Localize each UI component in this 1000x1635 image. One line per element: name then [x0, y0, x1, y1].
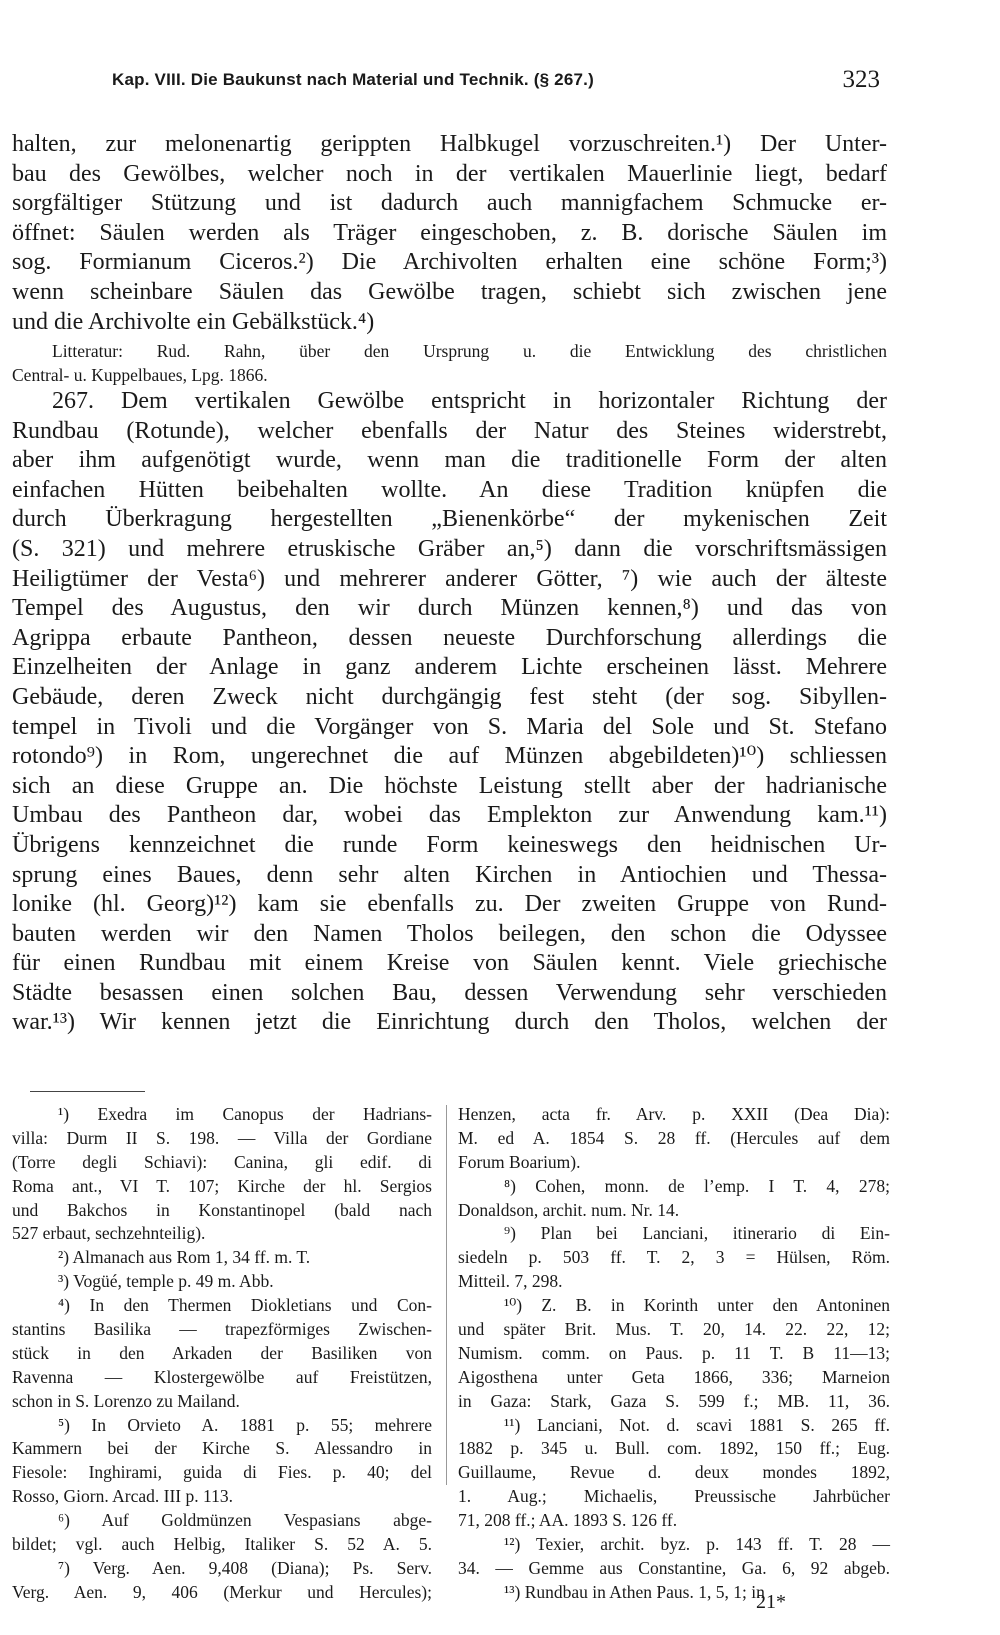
footnote-line: Guillaume, Revue d. deux mondes 1892,: [458, 1462, 890, 1483]
text-line: sich an diese Gruppe an. Die höchste Leistung stellt aber der hadrianische: [12, 772, 887, 799]
footnote-line: villa: Durm II S. 198. — Villa der Gordiane: [12, 1127, 432, 1148]
text-line: Rundbau (Rotunde), welcher ebenfalls der Natur des Steines widerstrebt,: [12, 417, 887, 444]
text-line: Gebäude, deren Zweck nicht durchgängig fest steht (der sog. Sibyllen-: [12, 683, 887, 710]
paragraph-continuation: [12, 130, 887, 337]
footnotes-right-column: [458, 1103, 890, 1605]
footnote-line: Aigosthena unter Geta 1866, 336; Marneion: [458, 1366, 890, 1387]
text-line: Tempel des Augustus, den wir durch Münzen kennen,⁸) und das von: [12, 595, 887, 622]
footnote-line: 34. — Gemme aus Constantine, Ga. 6, 92 abgeb.: [458, 1557, 890, 1578]
text-line: halten, zur melonenartig gerippten Halbkugel vorzuschreiten.¹) Der Unter-: [12, 131, 887, 157]
footnote-line: Roma ant., VI T. 107; Kirche der hl. Sergios: [12, 1175, 432, 1196]
footnote-line: Donaldson, archit. num. Nr. 14.: [458, 1199, 680, 1220]
footnote-line: 71, 208 ff.; AA. 1893 S. 126 ff.: [458, 1510, 678, 1531]
literature-line: Central- u. Kuppelbaues, Lpg. 1866.: [12, 365, 268, 385]
footnote-line: Henzen, acta fr. Arv. p. XXII (Dea Dia):: [458, 1104, 890, 1124]
text-line: sorgfältiger Stützung und ist dadurch auch mannigfachem Schmucke er-: [12, 190, 887, 217]
text-line: sprung eines Baues, denn sehr alten Kirchen in Antiochien und Thessa-: [12, 861, 887, 888]
footnote-line: Ravenna — Klostergewölbe auf Freistützen,: [12, 1366, 432, 1387]
footnote-line: schon in S. Lorenzo zu Mailand.: [12, 1390, 240, 1411]
text-line: für einen Rundbau mit einem Kreise von Säulen kennt. Viele griechische: [12, 950, 887, 977]
footnote-line: Forum Boarium).: [458, 1151, 581, 1172]
footnote-line: und Bakchos in Konstantinopel (bald nach: [12, 1199, 432, 1220]
text-line: bau des Gewölbes, welcher noch in der vertikalen Mauerlinie liegt, bedarf: [12, 160, 887, 187]
text-line: Übrigens kennzeichnet die runde Form keineswegs den heidnischen Ur-: [12, 831, 887, 858]
footnote-line: ⁸) Cohen, monn. de l’emp. I T. 4, 278;: [504, 1175, 890, 1196]
text-line: Umbau des Pantheon dar, wobei das Emplekton zur Anwendung kam.¹¹): [12, 802, 887, 829]
footnote-line: Rosso, Giorn. Arcad. III p. 113.: [12, 1486, 233, 1507]
text-line: Städte besassen einen solchen Bau, dessen Verwendung sehr verschieden: [12, 979, 887, 1006]
footnote-line: siedeln p. 503 ff. T. 2, 3 = Hülsen, Röm.: [458, 1247, 890, 1268]
text-line: wenn scheinbare Säulen das Gewölbe tragen, schiebt sich zwischen jene: [12, 278, 887, 305]
text-line: sog. Formianum Ciceros.²) Die Archivolten erhalten eine schöne Form;³): [12, 249, 887, 276]
footnote-line: ²) Almanach aus Rom 1, 34 ff. m. T.: [58, 1247, 311, 1268]
text-line: Heiligtümer der Vesta⁶) und mehrerer anderer Götter, ⁷) wie auch der älteste: [12, 565, 887, 592]
text-line: einfachen Hütten beibehalten wollte. An diese Tradition knüpfen die: [12, 476, 887, 503]
footnote-line: Kammern bei der Kirche S. Alessandro in: [12, 1438, 432, 1459]
section-267: [12, 387, 887, 1038]
footnote-line: in Gaza: Stark, Gaza S. 599 f.; MB. 11, 36.: [458, 1390, 890, 1411]
literature-note: [12, 339, 887, 387]
text-line: (S. 321) und mehrere etruskische Gräber an,⁵) dann die vorschriftsmässigen: [12, 535, 887, 562]
footnote-line: ⁴) In den Thermen Diokletians und Con-: [58, 1295, 432, 1316]
chapter-heading: Kap. VIII. Die Baukunst nach Material und Technik. (§ 267.): [112, 70, 594, 89]
footnote-line: ¹) Exedra im Canopus der Hadrians-: [58, 1104, 432, 1124]
footnote-line: (Torre degli Schiavi): Canina, gli edif. di: [12, 1151, 432, 1172]
text-line: durch Überkragung hergestellten „Bienenkörbe“ der mykenischen Zeit: [12, 506, 887, 533]
footnote-line: ¹²) Texier, archit. byz. p. 143 ff. T. 28 —: [504, 1534, 890, 1555]
footnote-line: Verg. Aen. 9, 406 (Merkur und Hercules);: [12, 1581, 432, 1602]
page-number: 323: [842, 66, 880, 93]
text-line: Agrippa erbaute Pantheon, dessen neueste Durchforschung allerdings die: [12, 624, 887, 651]
footnote-line: M. ed A. 1854 S. 28 ff. (Hercules auf dem: [458, 1127, 890, 1148]
text-line: lonike (hl. Georg)¹²) kam sie ebenfalls zu. Der zweiten Gruppe von Rund-: [12, 891, 887, 918]
footnote-column-divider: [446, 1105, 447, 1485]
footnote-line: bildet; vgl. auch Helbig, Italiker S. 52 A. 5.: [12, 1534, 432, 1555]
text-line: rotondo⁹) in Rom, ungerechnet die auf Münzen abgebildeten)¹⁰) schliessen: [12, 743, 887, 770]
footnote-line: und später Brit. Mus. T. 20, 14. 22. 22, 12;: [458, 1319, 890, 1340]
text-line: und die Archivolte ein Gebälkstück.⁴): [12, 308, 375, 335]
footnote-line: 1882 p. 345 u. Bull. com. 1892, 150 ff.; Eug.: [458, 1438, 890, 1459]
text-line: aber ihm aufgenötigt wurde, wenn man die traditionelle Form der alten: [12, 447, 887, 474]
text-line: öffnet: Säulen werden als Träger eingeschoben, z. B. dorische Säulen im: [12, 219, 887, 246]
footnote-line: 527 erbaut, sechzehnteilig).: [12, 1223, 206, 1244]
footnote-line: ⁶) Auf Goldmünzen Vespasians abge-: [58, 1510, 432, 1531]
literature-line: Litteratur: Rud. Rahn, über den Ursprung u. die Entwicklung des christlichen: [52, 341, 887, 361]
text-line: Einzelheiten der Anlage in ganz anderem Lichte erscheinen lässt. Mehrere: [12, 654, 887, 681]
footnote-line: ¹⁰) Z. B. in Korinth unter den Antoninen: [504, 1295, 890, 1316]
text-line: tempel in Tivoli und die Vorgänger von S. Maria del Sole und St. Stefano: [12, 713, 887, 740]
footnote-line: Numism. comm. on Paus. p. 11 T. B 11—13;: [458, 1342, 890, 1363]
footnote-line: Mitteil. 7, 298.: [458, 1271, 563, 1292]
footnotes-left-column: [12, 1103, 432, 1605]
running-head: [112, 66, 880, 100]
footnote-line: stück in den Arkaden der Basiliken von: [12, 1342, 432, 1363]
footnote-line: ¹¹) Lanciani, Not. d. scavi 1881 S. 265 ff.: [504, 1414, 890, 1435]
footnote-line: stantins Basilika — trapezförmiges Zwischen-: [12, 1319, 432, 1340]
footnote-line: 1. Aug.; Michaelis, Preussische Jahrbücher: [458, 1486, 890, 1507]
footnote-rule: [30, 1091, 145, 1092]
footnote-line: ¹³) Rundbau in Athen Paus. 1, 5, 1; in: [504, 1581, 765, 1602]
footnote-line: ⁷) Verg. Aen. 9,408 (Diana); Ps. Serv.: [58, 1557, 432, 1578]
footnote-line: ³) Vogüé, temple p. 49 m. Abb.: [58, 1271, 274, 1292]
text-line: bauten werden wir den Namen Tholos beilegen, den schon die Odyssee: [12, 920, 887, 947]
signature-mark: 21*: [756, 1591, 786, 1613]
text-line: 267. Dem vertikalen Gewölbe entspricht in horizontaler Richtung der: [52, 388, 887, 414]
footnote-line: ⁹) Plan bei Lanciani, itinerario di Ein-: [504, 1223, 890, 1244]
text-line: war.¹³) Wir kennen jetzt die Einrichtung durch den Tholos, welchen der: [12, 1009, 887, 1036]
footnote-line: Fiesole: Inghirami, guida di Fies. p. 40; del: [12, 1462, 432, 1483]
footnote-line: ⁵) In Orvieto A. 1881 p. 55; mehrere: [58, 1414, 432, 1435]
